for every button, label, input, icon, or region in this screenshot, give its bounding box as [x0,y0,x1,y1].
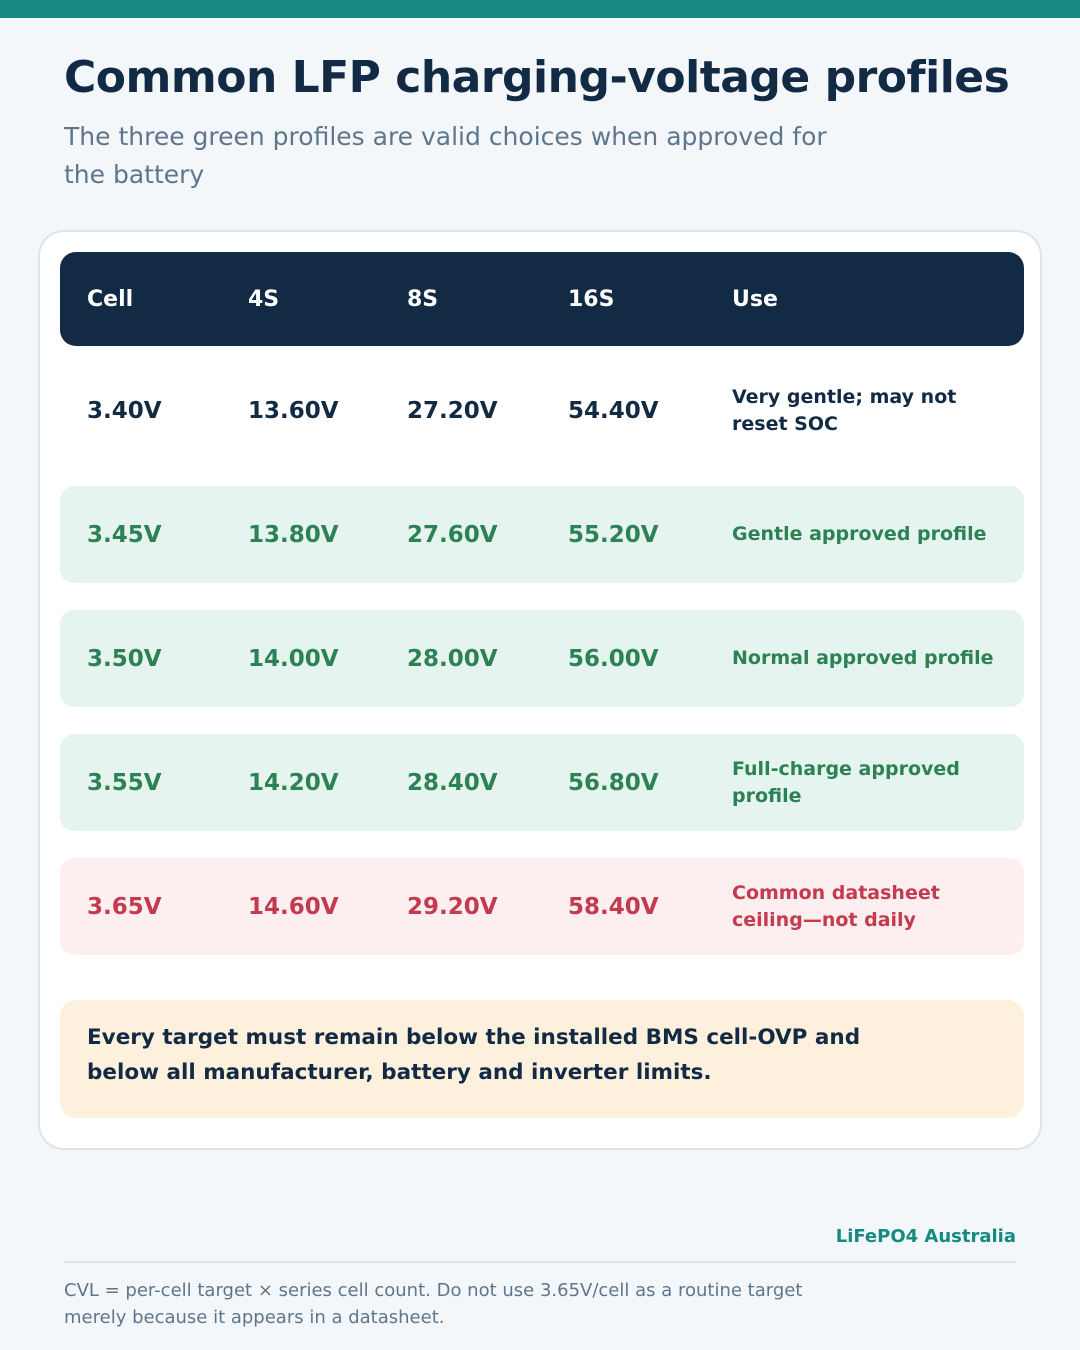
table-row [60,362,1024,459]
voltage-4s: 13.60V [248,397,339,424]
table-row [60,734,1024,831]
use-description: Common datasheet ceiling—not daily [732,881,940,931]
page-title: Common LFP charging-voltage profiles [64,52,1010,103]
use-description: Gentle approved profile [732,523,987,545]
profiles-card [38,230,1042,1150]
cell-voltage: 3.50V [87,645,162,672]
column-header-8s: 8S [407,286,439,312]
cell-voltage: 3.65V [87,893,162,920]
column-header-16s: 16S [568,286,615,312]
column-header-4s: 4S [248,286,280,312]
footnote: CVL = per-cell target × series cell count. Do not use 3.65V/cell as a routine target merely because it appears in a datasheet. [64,1280,803,1328]
cell-voltage: 3.40V [87,397,162,424]
table-row [60,858,1024,955]
cell-voltage: 3.55V [87,769,162,796]
voltage-4s: 14.00V [248,645,339,672]
column-header-use: Use [732,286,778,312]
column-header-cell: Cell [87,286,134,312]
voltage-8s: 27.60V [407,521,498,548]
voltage-4s: 14.20V [248,769,339,796]
use-description: Very gentle; may not reset SOC [732,385,957,435]
voltage-8s: 27.20V [407,397,498,424]
page-subtitle: The three green profiles are valid choices when approved for the battery [64,122,827,189]
table-row [60,610,1024,707]
use-description: Normal approved profile [732,647,994,669]
voltage-16s: 54.40V [568,397,659,424]
table-row [60,486,1024,583]
voltage-8s: 28.00V [407,645,498,672]
brand-name: LiFePO4 Australia [835,1226,1016,1247]
voltage-4s: 14.60V [248,893,339,920]
warning-note-text: Every target must remain below the installed BMS cell-OVP and below all manufacturer, battery and inverter limits. [87,1025,861,1085]
voltage-16s: 56.80V [568,769,659,796]
voltage-16s: 55.20V [568,521,659,548]
use-description: Full-charge approved profile [732,757,960,807]
footer-divider [64,1261,1016,1263]
voltage-8s: 29.20V [407,893,498,920]
voltage-16s: 58.40V [568,893,659,920]
top-accent-bar [0,0,1080,18]
cell-voltage: 3.45V [87,521,162,548]
voltage-8s: 28.40V [407,769,498,796]
voltage-4s: 13.80V [248,521,339,548]
voltage-16s: 56.00V [568,645,659,672]
table-header [60,252,1024,346]
warning-note [60,1000,1024,1118]
